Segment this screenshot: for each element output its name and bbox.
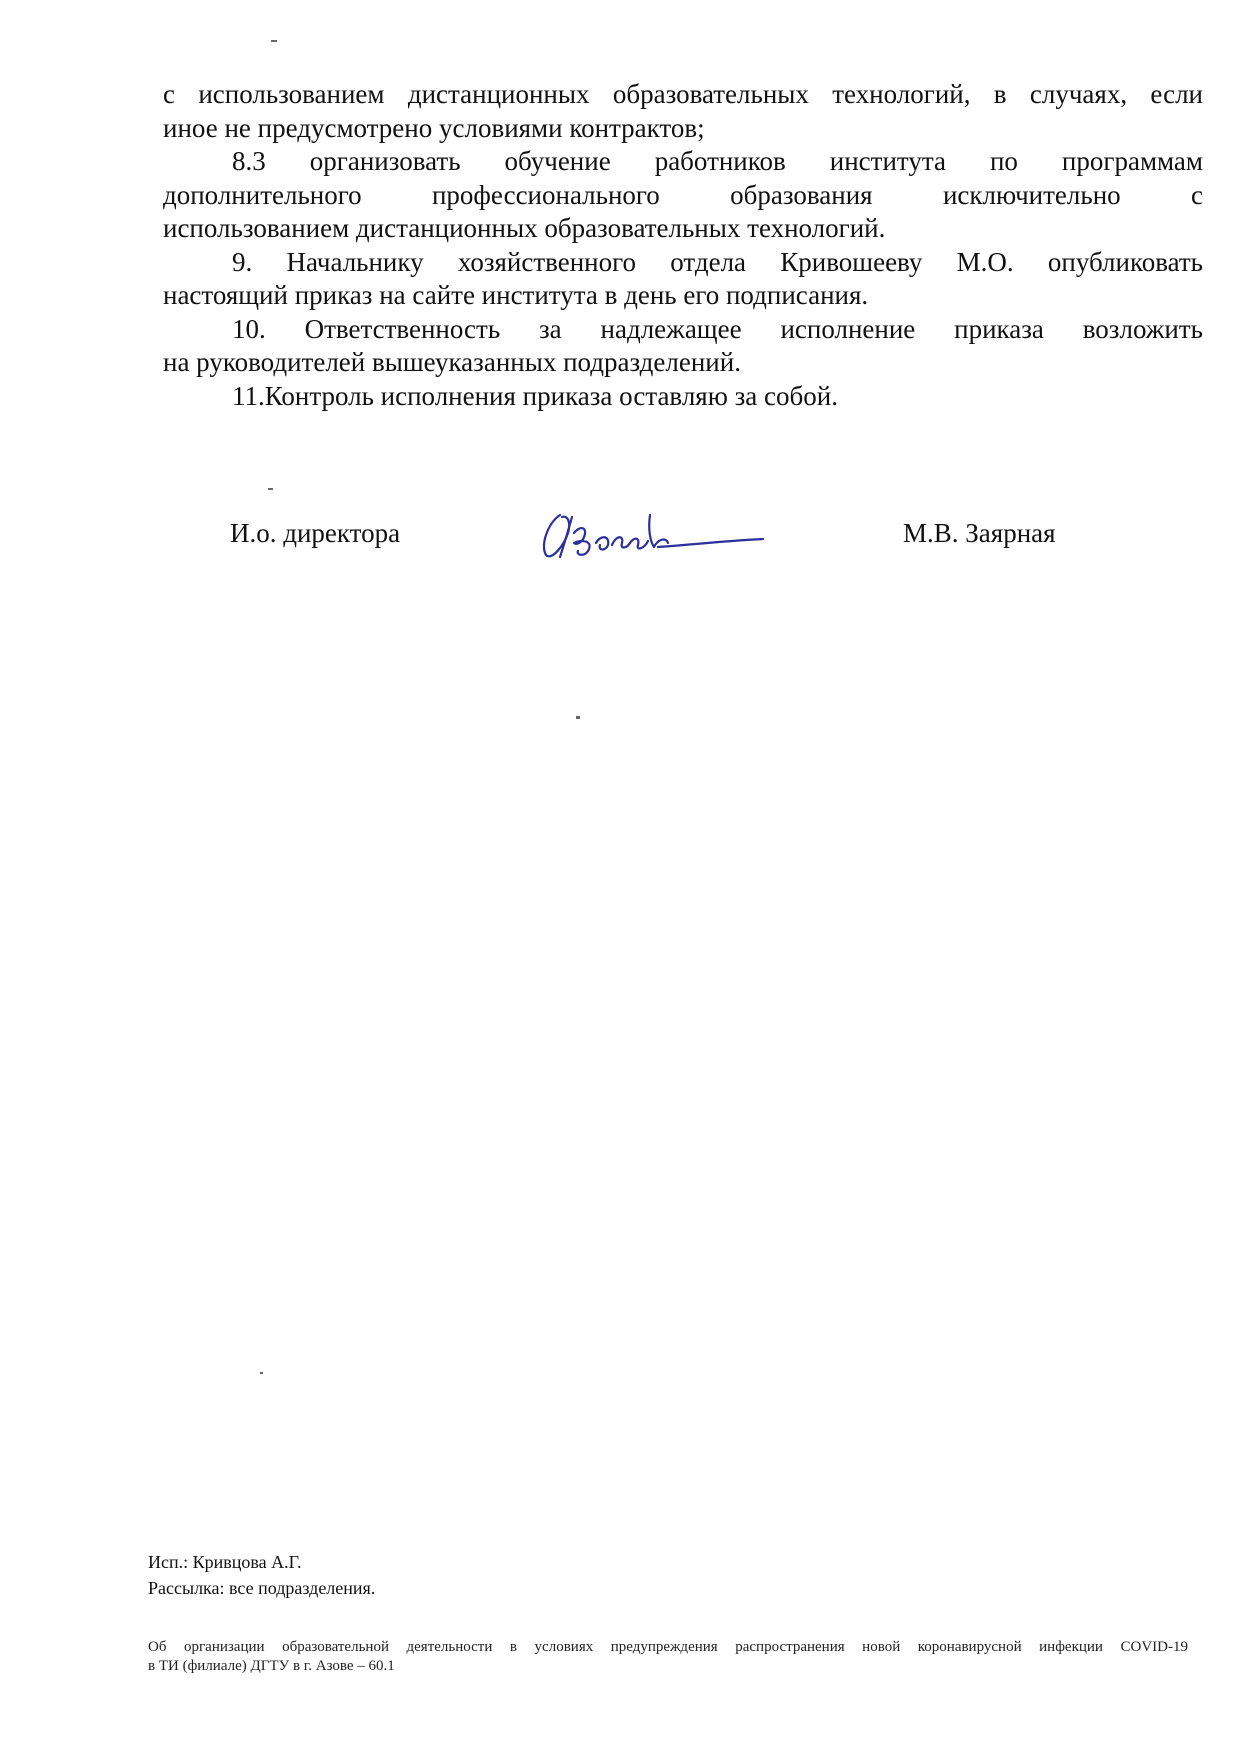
paragraph-item-9: 9. Начальнику хозяйственного отдела Кривошееву М.О. опубликовать xyxy=(232,246,1203,277)
footer-line-1: Об организации образовательной деятельности в условиях предупреждения распространения новой коронавирусной инфекции COVID-19 xyxy=(148,1639,1188,1655)
paragraph-item-11: 11.Контроль исполнения приказа оставляю за собой. xyxy=(232,380,838,411)
document-footer xyxy=(148,1638,1188,1676)
handwritten-signature xyxy=(538,505,766,565)
paragraph-item-10: 10. Ответственность за надлежащее исполнение приказа возложить xyxy=(232,313,1203,344)
paragraph-item-8-3: 8.3 организовать обучение работников института по программам xyxy=(232,146,1203,176)
paragraph: иное не предусмотрено условиями контрактов; xyxy=(163,112,705,143)
scan-speck xyxy=(260,1372,263,1374)
scan-speck xyxy=(576,716,580,719)
scan-speck xyxy=(268,488,273,490)
paragraph: настоящий приказ на сайте института в день его подписания. xyxy=(163,280,869,310)
document-body xyxy=(163,78,1203,413)
paragraph: с использованием дистанционных образовательных технологий, в случаях, если xyxy=(163,79,1203,109)
signatory-name: М.В. Заярная xyxy=(903,518,1056,548)
paragraph: на руководителей вышеуказанных подразделений. xyxy=(163,347,741,377)
footer-line-2: в ТИ (филиале) ДГТУ в г. Азове – 60.1 xyxy=(148,1658,395,1674)
paragraph: использованием дистанционных образовательных технологий. xyxy=(163,213,886,243)
scan-speck xyxy=(271,40,277,42)
signatory-position: И.о. директора xyxy=(230,518,401,548)
paragraph: дополнительного профессионального образования исключительно с xyxy=(163,179,1203,210)
distribution-line: Рассылка: все подразделения. xyxy=(148,1578,376,1598)
executor-block xyxy=(148,1549,375,1601)
executor-line: Исп.: Кривцова А.Г. xyxy=(148,1552,302,1572)
